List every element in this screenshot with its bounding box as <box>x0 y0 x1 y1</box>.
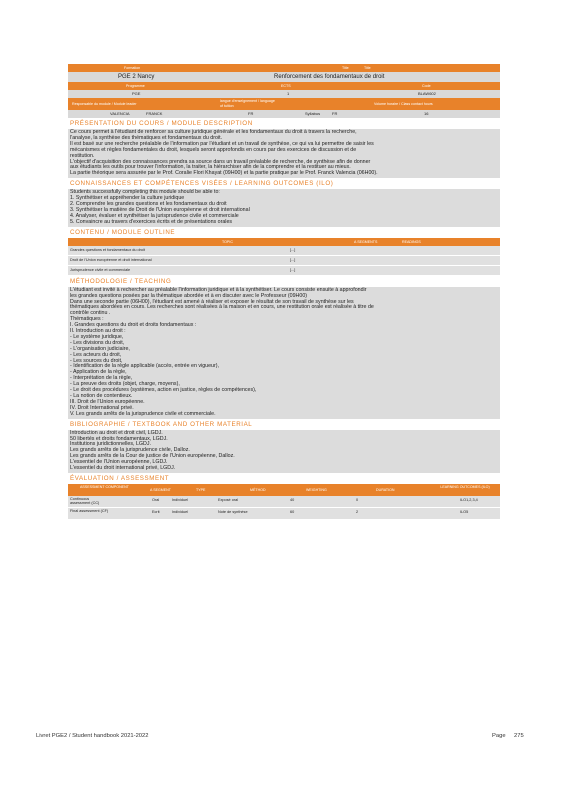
syllabus-label: Syllabus <box>305 111 321 116</box>
text-line: L'essentiel de l'Union européenne, LGDJ. <box>70 459 168 466</box>
text-line: L'objectif d'acquisition des connaissances prendra sa source dans un travail préalable de recherche, de synthèse afin de donner <box>70 158 371 165</box>
assessment-row <box>68 508 500 520</box>
header-values-row <box>68 72 500 82</box>
assessment-col-component: ASSESSMENT COMPONENT <box>80 484 129 489</box>
assessment-weighting: 60 <box>290 509 295 514</box>
assessment-col-type: TYPE <box>196 487 206 492</box>
assessment-heading: ÉVALUATION / ASSESSMENT <box>70 474 170 482</box>
text-line: aux étudiants les outils pour trouver l'information, la traiter, la hiérarchiser afin de la comprendre et la restituer au mieux. <box>70 164 351 171</box>
text-line: 5. Convaincre au travers d'exercices écrits et de présentations orales <box>70 218 233 225</box>
outline-heading: CONTENU / MODULE OUTLINE <box>70 228 176 236</box>
text-line: Les grands arrêts de la jurisprudence civile, Dalloz. <box>70 447 190 454</box>
presentation-text <box>68 129 500 178</box>
text-line: - Identification de la règle applicable (accès, entrée en vigueur), <box>70 363 219 370</box>
leader-label: Responsable du module / Module leader <box>72 102 137 106</box>
text-line: 4. Analyser, évaluer et synthétiser la jurisprudence civile et commerciale <box>70 212 239 219</box>
language-label: langue d'enseignement / language of tuition <box>220 99 275 108</box>
outline-topic: Jurisprudence civile et commerciale <box>70 267 131 272</box>
language-value: FR <box>248 111 254 116</box>
text-line: thématiques abordées en cours. Les recherches sont réalisées à la maison et en cours, une restitution orale est réalisée à titre de <box>70 304 374 311</box>
text-line: les grandes questions posées par la thématique abordée et à en discuter avec le Professeur (09H00) <box>70 292 308 299</box>
outline-row <box>68 246 500 256</box>
assessment-component: Final assessment (CF) <box>70 508 109 513</box>
assessment-col-weighting: WEIGHTING <box>306 487 327 492</box>
leader-values-row <box>68 110 500 118</box>
text-line: - L'organisation judiciaire, <box>70 345 130 352</box>
assessment-weighting: 40 <box>290 497 295 502</box>
text-line: contrôle continu . <box>70 310 111 317</box>
assessment-row <box>68 496 500 508</box>
assessment-outcomes: ILO1,2,3,4 <box>460 497 478 502</box>
programme-values-row <box>68 90 500 98</box>
text-line: Les grands arrêts de la Cour de justice de l'Union européenne, Dalloz. <box>70 453 235 460</box>
assessment-table-body <box>68 496 500 520</box>
outline-topic: Grandes questions et fondamentaux du droit <box>70 247 145 252</box>
text-line: 2. Comprendre les grandes questions et les fondamentaux du droit <box>70 201 227 208</box>
assessment-method: Note de synthèse <box>218 509 248 514</box>
methodology-heading: MÉTHODOLOGIE / TEACHING <box>70 277 172 285</box>
assessment-duration: 0 <box>356 497 359 502</box>
footer-page-number: 275 <box>514 733 524 739</box>
text-line: - Le système juridique, <box>70 333 124 340</box>
text-line: II. Introduction au droit : <box>70 328 126 335</box>
ects-value: 1 <box>287 91 290 96</box>
text-line: - Les sources du droit, <box>70 357 123 364</box>
text-line: - La notion de contentieux. <box>70 393 133 399</box>
text-line: 1. Synthétiser et appréhender la culture juridique <box>70 195 185 202</box>
assessment-outcomes: ILO5 <box>460 509 469 514</box>
text-line: - Les acteurs du droit, <box>70 351 122 358</box>
syllabus-value: FR <box>332 111 338 116</box>
leader-name: VALENCIA <box>110 111 130 116</box>
programme-label: Programme <box>126 84 145 88</box>
assessment-col-duration: DURATION <box>376 487 395 492</box>
text-line: Thématiques : <box>70 316 104 323</box>
outline-ilo: [...] <box>290 267 296 272</box>
text-line: Dans une seconde partie (06H00), l'étudiant est amené à réaliser et exposer le résultat de son travail de synthèse sur les <box>70 298 354 305</box>
assessment-segment: Ecrit <box>152 509 160 514</box>
assessment-duration: 2 <box>356 509 359 514</box>
text-line: restitution. <box>70 152 95 159</box>
outline-ilo: [...] <box>290 257 296 262</box>
title-label: Title <box>342 66 349 70</box>
outline-col-topic: TOPIC <box>222 239 233 244</box>
text-line: l'analyse, la synthèse des thématiques et fondamentaux du droit. <box>70 134 223 141</box>
methodology-text <box>68 287 500 419</box>
outline-ilo: [...] <box>290 247 296 252</box>
text-line: V. Les grands arrêts de la jurisprudence civile et commerciale. <box>70 410 216 417</box>
formation-value: PGE 2 Nancy <box>118 74 155 80</box>
presentation-heading: PRÉSENTATION DU COURS / MODULE DESCRIPTION <box>70 120 253 127</box>
text-line: - La preuve des droits (objet, charge, moyens), <box>70 381 180 388</box>
title-label-en: Title <box>364 66 371 70</box>
text-line: L'étudiant est invité à rechercher au préalable l'information juridique et à la synthétiser. Le cours consiste ensuite à approfondir <box>70 286 367 293</box>
outcomes-heading: CONNAISSANCES ET COMPÉTENCES VISÉES / LEARNING OUTCOMES (ILO) <box>70 180 334 188</box>
formation-label: Formation <box>124 66 141 70</box>
leader-labels-row <box>68 98 500 110</box>
text-line: - Interprétation de la règle, <box>70 375 133 382</box>
text-line: La partie théorique sera assurée par le Prof. Coralie Flori Khayat (09H00) et la partie pratique par le Prof. Franck Valencia (06H00). <box>70 170 378 177</box>
text-line: - Application de la règle, <box>70 369 127 376</box>
footer-page-label: Page <box>492 733 506 739</box>
text-line: 3. Synthétiser la matière de Droit de l'Union européenne et droit international <box>70 206 250 213</box>
code-value: BLAW602 <box>418 91 436 96</box>
assessment-component: Continuous assessment (CC) <box>70 496 100 506</box>
handbook-page <box>68 64 500 520</box>
programme-value: PGE <box>132 91 141 96</box>
outline-table-body <box>68 246 500 276</box>
assessment-type: Individuel <box>172 509 189 514</box>
bibliography-text <box>68 430 500 473</box>
assessment-type: Individuel <box>172 497 189 502</box>
text-line: Introduction au droit et droit civil, LGDJ. <box>70 429 163 436</box>
leader-first-name: FRANCK <box>146 111 163 116</box>
outline-col-readings: READINGS <box>402 239 421 244</box>
text-line: - Le droit des procédures (systèmes, action en justice, règles de compétences), <box>70 387 257 394</box>
hours-label: Volume horaire / Class contact hours <box>374 102 433 106</box>
programme-labels-row <box>68 82 500 90</box>
outline-col-ilo: A SEGMENTS <box>354 239 378 244</box>
title-value: Renforcement des fondamentaux de droit <box>274 74 385 80</box>
text-line: mécanismes et règles fondamentales du droit, lesquels seront approfondis en cours par des exercices de discussion et de <box>70 146 357 153</box>
text-line: 50 libertés et droits fondamentaux, LGDJ. <box>70 435 168 442</box>
assessment-col-segment: A SEGMENT <box>150 487 171 492</box>
text-line: IV. Droit International privé. <box>70 404 134 411</box>
code-label: Code <box>422 84 431 88</box>
header-labels-row <box>68 64 500 72</box>
text-line: Institutions juridictionnelles, LGDJ. <box>70 441 151 448</box>
ects-label: ECTS <box>281 84 291 88</box>
bibliography-heading: BIBLIOGRAPHIE / TEXTBOOK AND OTHER MATERIAL <box>70 420 253 428</box>
assessment-segment: Oral <box>152 497 160 502</box>
footer-handbook-label: Livret PGE2 / Student handbook 2021-2022 <box>36 733 149 739</box>
assessment-col-outcomes: LEARNING OUTCOMES (ILO) <box>440 484 490 489</box>
text-line: Ce cours permet à l'étudiant de renforcer sa culture juridique générale et les fondamentaux du droit à travers la recherche, <box>70 129 357 135</box>
text-line: Il est basé sur une recherche préalable de l'information par l'étudiant et un travail de synthèse, ce qui va lui permettre de saisir les <box>70 140 374 147</box>
outline-header-row <box>68 238 500 246</box>
text-line: I. Grandes questions du droit et droits fondamentaux : <box>70 322 197 329</box>
outcomes-text <box>68 189 500 226</box>
outline-topic: Droit de l'Union européenne et droit international <box>70 257 152 262</box>
text-line: L'essentiel du droit international privé, LGDJ. <box>70 465 176 472</box>
assessment-method: Exposé oral <box>218 497 239 502</box>
outline-row <box>68 266 500 276</box>
text-line: III. Droit de l'Union européenne. <box>70 398 145 405</box>
text-line: - Les divisions du droit, <box>70 339 125 346</box>
outline-row <box>68 256 500 266</box>
hours-value: 16 <box>424 111 429 116</box>
text-line: Students successfully completing this module should be able to: <box>70 189 220 196</box>
assessment-col-method: MÉTHOD <box>250 487 266 492</box>
assessment-header-row <box>68 484 500 496</box>
